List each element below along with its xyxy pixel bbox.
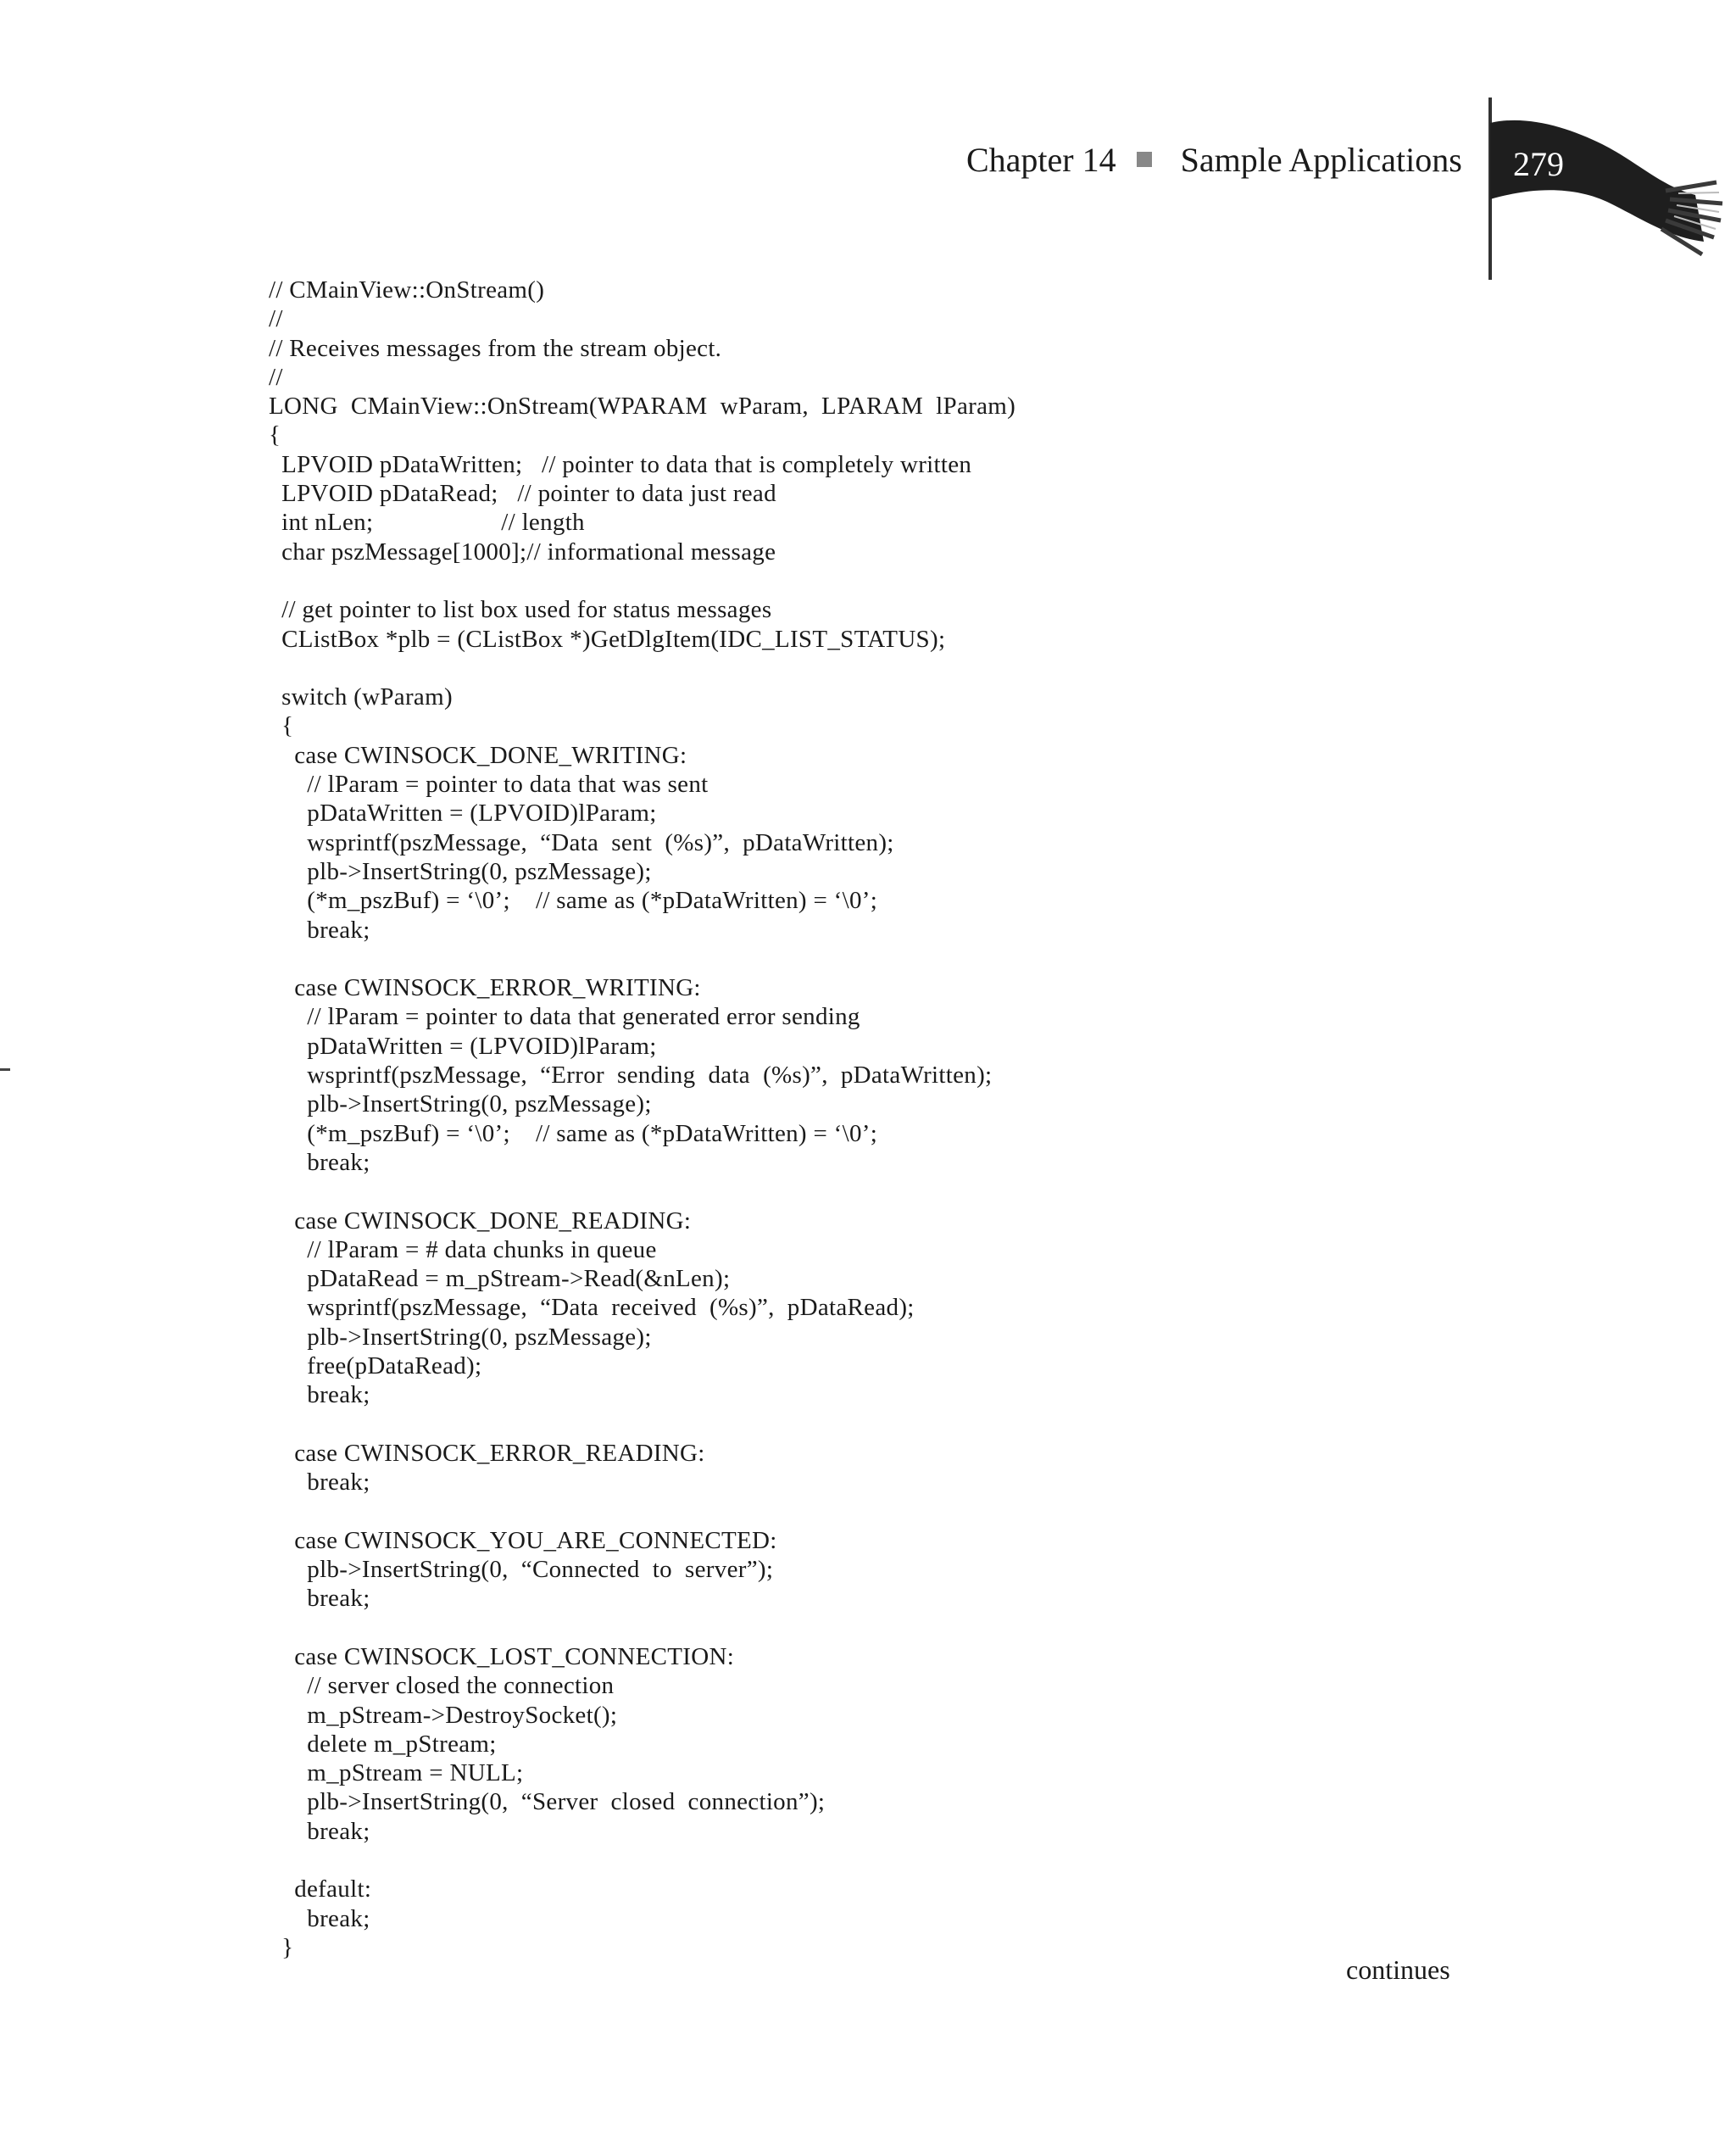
code-line: case CWINSOCK_ERROR_WRITING: [269, 974, 701, 1002]
code-line: case CWINSOCK_DONE_READING: [269, 1207, 692, 1234]
code-line: // server closed the connection [269, 1672, 615, 1700]
code-line: break; [269, 1904, 370, 1932]
code-line [269, 654, 1015, 683]
code-line [269, 566, 1015, 595]
code-line: pDataRead = m_pStream->Read(&nLen); [269, 1265, 731, 1293]
code-line: plb->InsertString(0, pszMessage); [269, 1323, 652, 1351]
code-line: pDataWritten = (LPVOID)lParam; [269, 1032, 657, 1060]
code-line: case CWINSOCK_ERROR_READING: [269, 1439, 705, 1467]
page-number: 279 [1513, 145, 1564, 183]
code-line: plb->InsertString(0, “Connected to server”); [269, 1556, 774, 1584]
code-line: { [269, 712, 294, 740]
code-line [269, 1846, 1015, 1875]
code-line: // [269, 363, 283, 391]
code-line: { [269, 421, 281, 449]
code-line: break; [269, 1469, 370, 1496]
code-line: break; [269, 1381, 370, 1409]
code-line: wsprintf(pszMessage, “Data sent (%s)”, pDataWritten); [269, 828, 894, 856]
code-line: pDataWritten = (LPVOID)lParam; [269, 800, 657, 828]
square-bullet-icon [1137, 152, 1152, 167]
code-line [269, 1496, 1015, 1525]
code-line: default: [269, 1875, 372, 1903]
code-line: plb->InsertString(0, pszMessage); [269, 857, 652, 885]
code-line: (*m_pszBuf) = ‘\0’; // same as (*pDataWritten) = ‘\0’; [269, 1119, 878, 1147]
code-line: int nLen; // length [269, 509, 585, 537]
code-line: m_pStream = NULL; [269, 1759, 524, 1787]
code-line: // CMainView::OnStream() [269, 276, 545, 304]
code-line: plb->InsertString(0, pszMessage); [269, 1090, 652, 1118]
code-listing [269, 276, 1015, 1962]
code-line: free(pDataRead); [269, 1352, 482, 1379]
code-line [269, 1410, 1015, 1439]
code-line: wsprintf(pszMessage, “Error sending data (%s)”, pDataWritten); [269, 1062, 993, 1090]
code-line: CListBox *plb = (CListBox *)GetDlgItem(IDC_LIST_STATUS); [269, 625, 946, 653]
code-line: wsprintf(pszMessage, “Data received (%s)”, pDataRead); [269, 1294, 915, 1322]
code-line: // get pointer to list box used for status messages [269, 596, 772, 624]
code-line: break; [269, 1585, 370, 1613]
code-line: break; [269, 916, 370, 944]
chapter-label: Chapter 14 [966, 140, 1116, 179]
code-line: case CWINSOCK_LOST_CONNECTION: [269, 1642, 735, 1670]
code-line: m_pStream->DestroySocket(); [269, 1701, 618, 1729]
code-line [269, 1613, 1015, 1642]
code-line: (*m_pszBuf) = ‘\0’; // same as (*pDataWritten) = ‘\0’; [269, 887, 878, 915]
code-line: char pszMessage[1000];// informational message [269, 538, 776, 566]
code-line: // [269, 305, 283, 333]
code-line: case CWINSOCK_YOU_ARE_CONNECTED: [269, 1526, 777, 1554]
code-line [269, 945, 1015, 973]
section-title: Sample Applications [1180, 140, 1462, 179]
code-line: plb->InsertString(0, “Server closed connection”); [269, 1788, 826, 1816]
code-line: // lParam = pointer to data that was sent [269, 771, 709, 799]
code-line: break; [269, 1817, 370, 1845]
code-line: LONG CMainView::OnStream(WPARAM wParam, LPARAM lParam) [269, 393, 1016, 421]
code-line: switch (wParam) [269, 683, 453, 711]
code-line: case CWINSOCK_DONE_WRITING: [269, 741, 687, 769]
code-line: LPVOID pDataWritten; // pointer to data that is completely written [269, 450, 972, 478]
code-line: delete m_pStream; [269, 1730, 497, 1758]
flag-icon [1475, 93, 1729, 288]
code-line: LPVOID pDataRead; // pointer to data just read [269, 480, 776, 508]
code-line [269, 1177, 1015, 1206]
margin-mark [0, 1068, 10, 1071]
code-line: } [269, 1933, 294, 1961]
page-header [966, 134, 1462, 185]
code-line: break; [269, 1148, 370, 1176]
code-line: // Receives messages from the stream object. [269, 334, 722, 362]
code-line: // lParam = # data chunks in queue [269, 1235, 657, 1263]
continues-label: continues [1346, 1954, 1450, 1985]
code-line: // lParam = pointer to data that generated error sending [269, 1003, 860, 1031]
